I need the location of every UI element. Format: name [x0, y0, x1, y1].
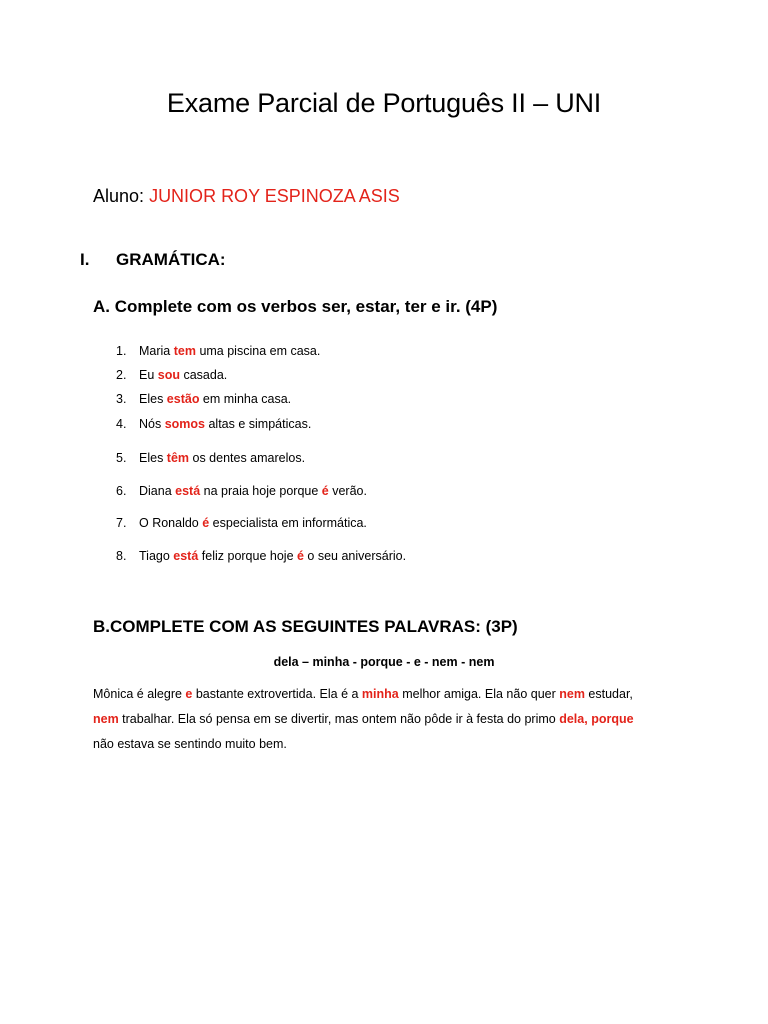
- paragraph-text: Mônica é alegre: [93, 687, 186, 701]
- item-answer: é: [321, 484, 329, 498]
- part-a-heading-text: A. Complete com os verbos ser, estar, ter e ir. (4P): [93, 297, 498, 316]
- list-item: [116, 484, 367, 498]
- exam-title: Exame Parcial de Português II – UNI: [166, 88, 602, 118]
- item-text: altas e simpáticas.: [205, 417, 312, 431]
- item-number: 5.: [116, 451, 127, 465]
- paragraph-answer: dela: [559, 712, 585, 726]
- item-text: Nós: [139, 417, 165, 431]
- part-a-heading: [93, 297, 497, 317]
- word-bank: dela – minha - porque - e - nem - nem: [273, 655, 495, 669]
- paragraph-text: ,: [584, 712, 592, 726]
- paragraph-answer: nem: [93, 712, 119, 726]
- list-item: [116, 368, 227, 382]
- item-answer: tem: [173, 344, 196, 358]
- paragraph-line-3: não estava se sentindo muito bem.: [93, 737, 287, 751]
- item-text: Eles: [139, 451, 167, 465]
- item-text: verão.: [328, 484, 367, 498]
- part-b-heading: [93, 617, 518, 637]
- item-text: os dentes amarelos.: [189, 451, 306, 465]
- paragraph-text: bastante extrovertida. Ela é a: [192, 687, 362, 701]
- list-item: [116, 549, 406, 563]
- item-number: 7.: [116, 516, 127, 530]
- list-item: [116, 417, 311, 431]
- paragraph-line-1: [93, 687, 633, 701]
- paragraph-answer: e: [185, 687, 193, 701]
- student-label: Aluno:: [93, 186, 145, 206]
- list-item: [116, 344, 320, 358]
- item-text: O Ronaldo: [139, 516, 203, 530]
- list-item: [116, 392, 291, 406]
- item-answer: somos: [164, 417, 205, 431]
- item-number: 4.: [116, 417, 127, 431]
- part-b-heading-text: B.COMPLETE COM AS SEGUINTES PALAVRAS: (3P): [93, 617, 518, 636]
- item-number: 2.: [116, 368, 127, 382]
- paragraph-text: trabalhar. Ela só pensa em se divertir, mas ontem não pôde ir à festa do primo: [118, 712, 560, 726]
- paragraph-answer: minha: [361, 687, 399, 701]
- item-answer: têm: [166, 451, 190, 465]
- item-text: Diana: [139, 484, 176, 498]
- item-number: 6.: [116, 484, 127, 498]
- item-answer: está: [173, 549, 199, 563]
- paragraph-line-2: [93, 712, 634, 726]
- paragraph-answer: porque: [591, 712, 634, 726]
- list-item: [116, 516, 367, 530]
- paragraph-text: estudar,: [584, 687, 633, 701]
- item-text: na praia hoje porque: [200, 484, 322, 498]
- item-text: Eles: [139, 392, 167, 406]
- item-text: uma piscina em casa.: [195, 344, 321, 358]
- item-answer: sou: [157, 368, 180, 382]
- item-text: feliz porque hoje: [198, 549, 297, 563]
- item-text: Eu: [139, 368, 158, 382]
- section-heading: [80, 250, 226, 270]
- item-text: o seu aniversário.: [303, 549, 407, 563]
- paragraph-text: melhor amiga. Ela não quer: [398, 687, 560, 701]
- item-number: 8.: [116, 549, 127, 563]
- list-item: [116, 451, 305, 465]
- item-text: especialista em informática.: [209, 516, 367, 530]
- item-answer: está: [175, 484, 201, 498]
- section-number: I.: [80, 250, 90, 269]
- item-answer: estão: [166, 392, 200, 406]
- item-text: Tiago: [139, 549, 174, 563]
- item-text: Maria: [139, 344, 174, 358]
- item-text: casada.: [180, 368, 228, 382]
- item-answer: é: [202, 516, 210, 530]
- section-title: GRAMÁTICA:: [116, 250, 226, 269]
- student-line: [93, 186, 400, 207]
- student-name: JUNIOR ROY ESPINOZA ASIS: [149, 186, 400, 206]
- item-number: 3.: [116, 392, 127, 406]
- item-answer: é: [297, 549, 304, 563]
- item-text: em minha casa.: [199, 392, 292, 406]
- item-number: 1.: [116, 344, 127, 358]
- paragraph-answer: nem: [559, 687, 585, 701]
